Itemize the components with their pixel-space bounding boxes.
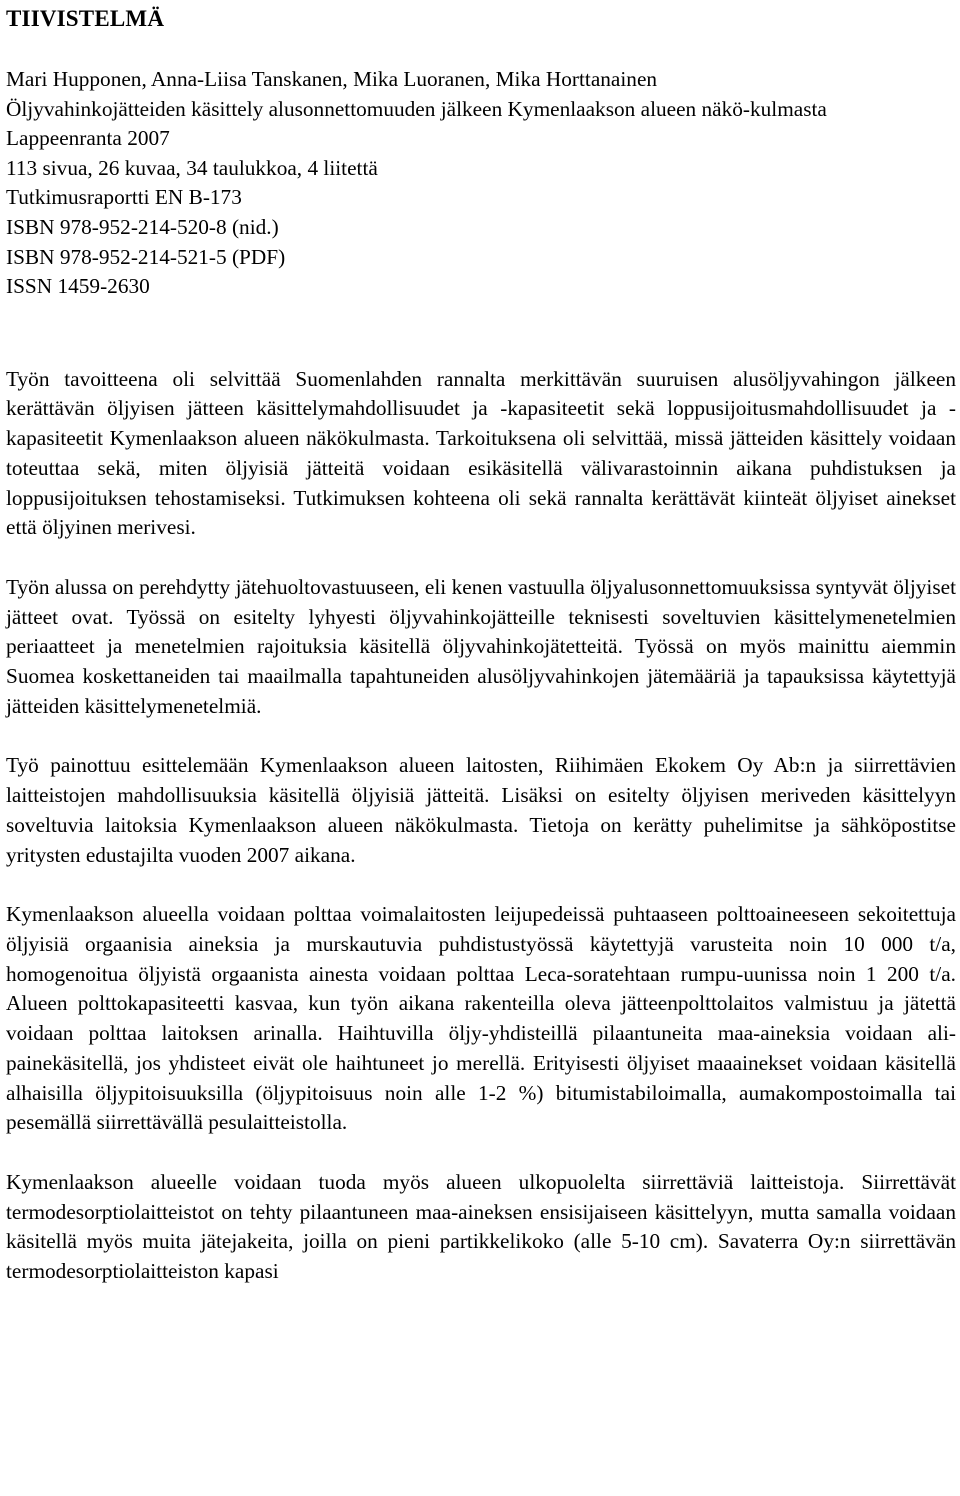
paragraph-objective: Työn tavoitteena oli selvittää Suomenlahden rannalta merkittävän suuruisen alusöljyvahingon jälkeen kerättävän öljyisen jätteen käsittelymahdollisuudet ja -kapasiteetit sekä loppusijoitusmahdollisuudet ja -kapasiteetit Kymenlaakson alueen näkökulmasta. Tarkoituksena oli selvittää, missä jätteiden käsittely voidaan toteuttaa sekä, miten öljyisiä jätteitä voidaan esikäsitellä välivarastoinnin aikana puhdistuksen ja loppusijoituksen tehostamiseksi. Tutkimuksen kohteena oli sekä rannalta kerättävät kiinteät öljyiset ainekset että öljyinen merivesi. <box>6 366 956 540</box>
paragraph-facilities: Työ painottuu esittelemään Kymenlaakson alueen laitosten, Riihimäen Ekokem Oy Ab:n ja siirrettävien laitteistojen mahdollisuuksia käsitellä öljyisiä jätteitä. Lisäksi on esitelty öljyisen meriveden käsittelyyn soveltuvia laitoksia Kymenlaakson alueen näkökulmasta. Tietoja on kerätty puhelimitse ja sähköpostitse yritysten edustajilta vuoden 2007 aikana. <box>6 753 956 867</box>
isbn-pdf: ISBN 978-952-214-521-5 (PDF) <box>6 244 286 269</box>
abstract-heading: TIIVISTELMÄ <box>6 6 165 31</box>
authors: Mari Hupponen, Anna-Liisa Tanskanen, Mika Luoranen, Mika Horttanainen <box>6 67 658 91</box>
abstract-body <box>6 365 956 1287</box>
report-title: Öljyvahinkojätteiden käsittely alusonnettomuuden jälkeen Kymenlaakson alueen näkö-kulmasta <box>6 96 827 121</box>
publication-metadata <box>6 65 956 302</box>
series: Tutkimusraportti EN B-173 <box>6 185 242 210</box>
document-page <box>6 0 956 1287</box>
paragraph-responsibility: Työn alussa on perehdytty jätehuoltovastuuseen, eli kenen vastuulla öljyalusonnettomuuksissa syntyvät öljyiset jätteet ovat. Työssä on esitelty lyhyesti öljyvahinkojätteille teknisesti soveltuvien käsittelymenetelmien periaatteet ja menetelmien rajoituksia käsitellä öljyvahinkojätetteitä. Työssä on myös mainittu aiemmin Suomea koskettaneiden tai maailmalla tapahtuneiden alusöljyvahinkojen jätemääriä ja tapauksissa käytettyjä jätteiden käsittelymenetelmiä. <box>6 574 956 718</box>
isbn-print: ISBN 978-952-214-520-8 (nid.) <box>6 214 279 239</box>
paragraph-capacity: Kymenlaakson alueella voidaan polttaa voimalaitosten leijupedeissä puhtaaseen polttoaineeseen sekoitettuja öljyisiä orgaanisia aineksia ja murskautuvia puhdistustyössä käytettyjä varusteita noin 10 000 t/a, homogenoitua öljyistä orgaanista ainesta voidaan polttaa Leca-soratehtaan rumpu-uunissa noin 1 200 t/a. Alueen polttokapasiteetti kasvaa, kun työn aikana rakenteilla oleva jätteenpolttolaitos valmistuu ja jätettä voidaan polttaa laitoksen arinalla. Haihtuvilla öljy-yhdisteillä pilaantuneita maa-aineksia voidaan alipainekäsitellä, jos yhdisteet eivät ole haihtuneet jo merellä. Erityisesti öljyiset maaainekset voidaan käsitellä alhaisilla öljypitoisuuksilla (öljypitoisuus noin alle 1-2 %) bitumistabiloimalla, aumakompostoimalla tai pesemällä siirrettävällä pesulaitteistolla. <box>6 902 956 1135</box>
paragraph-mobile-equipment: Kymenlaakson alueelle voidaan tuoda myös alueen ulkopuolelta siirrettäviä laitteistoja. Siirrettävät termodesorptiolaitteistot on tehty pilaantuneen maa-aineksen ensisijaiseen käsittelyyn, mutta samalla voidaan käsitellä myös muita jätejakeita, joilla on pieni partikkelikoko (alle 5-10 cm). Savaterra Oy:n siirrettävän termodesorptiolaitteiston kapasi <box>6 1169 956 1284</box>
issn: ISSN 1459-2630 <box>6 274 150 299</box>
extent: 113 sivua, 26 kuvaa, 34 taulukkoa, 4 liitettä <box>6 155 378 180</box>
place-year: Lappeenranta 2007 <box>6 126 170 151</box>
